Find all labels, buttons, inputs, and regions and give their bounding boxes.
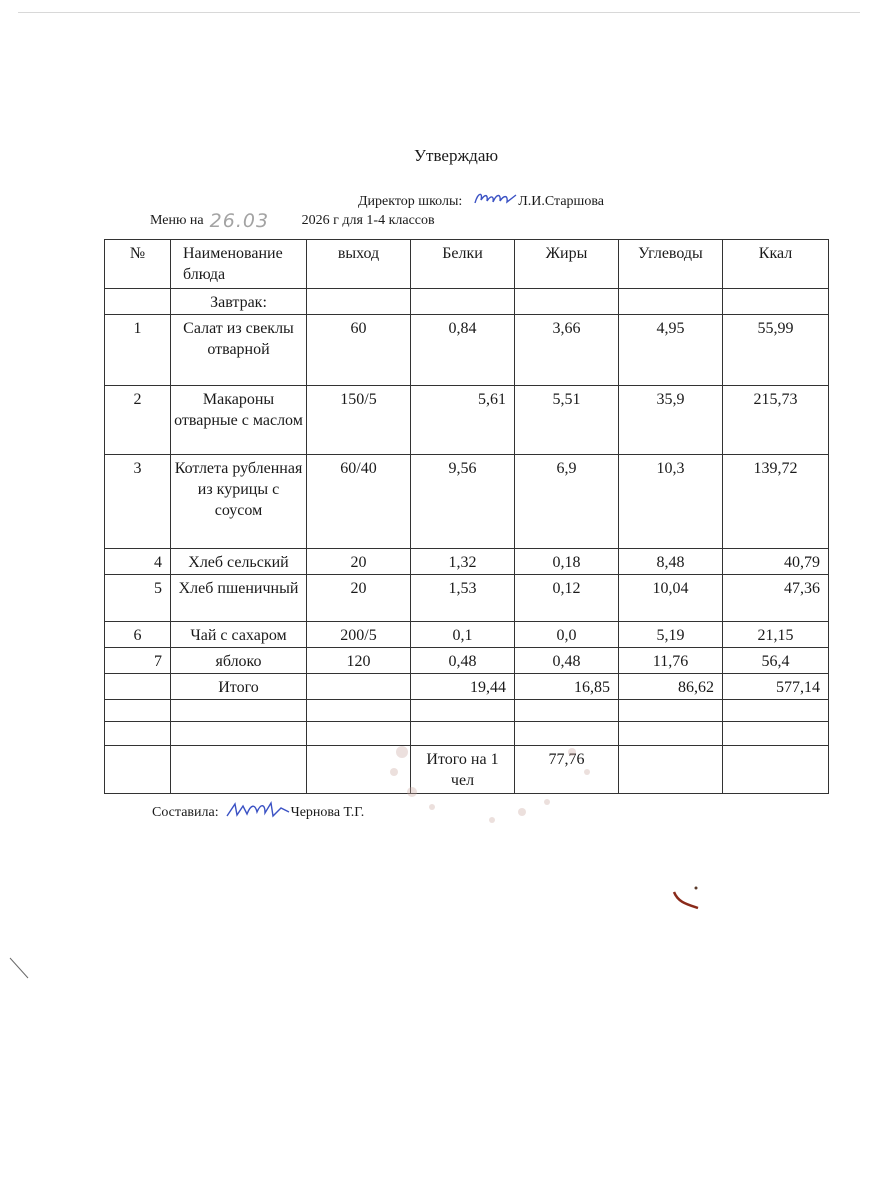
scan-mark-icon: [8, 956, 38, 986]
menu-prefix: Меню на: [150, 213, 204, 228]
menu-date-line: [150, 210, 435, 232]
dish-protein: 1,53: [411, 575, 515, 622]
dish-fat: 0,12: [515, 575, 619, 622]
dish-output: 200/5: [307, 622, 411, 648]
table-row: [105, 575, 829, 622]
red-ink-mark-icon: [668, 882, 704, 912]
table-row: [105, 648, 829, 674]
section-row: [105, 289, 829, 315]
total-row: [105, 674, 829, 700]
header-cell: Ккал: [723, 240, 829, 289]
dish-name: Макароны отварные с маслом: [171, 386, 307, 455]
scan-edge-line: [18, 12, 860, 13]
dish-name: яблоко: [171, 648, 307, 674]
dish-protein: 0,84: [411, 315, 515, 386]
dish-protein: 1,32: [411, 549, 515, 575]
table-row: [105, 549, 829, 575]
menu-date-handwritten: 26.03: [209, 210, 270, 232]
approve-heading: Утверждаю: [414, 146, 499, 165]
header-cell: выход: [307, 240, 411, 289]
director-signature-icon: [472, 190, 518, 208]
row-number: 6: [105, 622, 171, 648]
dish-name: Котлета рубленная из курицы с соусом: [171, 455, 307, 549]
dish-carbs: 8,48: [619, 549, 723, 575]
dish-kcal: 139,72: [723, 455, 829, 549]
row-number: 7: [105, 648, 171, 674]
table-header-row: [105, 240, 829, 289]
dish-kcal: 56,4: [723, 648, 829, 674]
total-fat: 16,85: [515, 674, 619, 700]
dish-protein: 0,48: [411, 648, 515, 674]
table-row: [105, 455, 829, 549]
dish-carbs: 10,3: [619, 455, 723, 549]
dish-fat: 6,9: [515, 455, 619, 549]
dish-carbs: 35,9: [619, 386, 723, 455]
dish-name: Салат из свеклы отварной: [171, 315, 307, 386]
dish-output: 60: [307, 315, 411, 386]
total-label: Итого: [171, 674, 307, 700]
stamp-smudge-icon: [372, 712, 632, 832]
total-carbs: 86,62: [619, 674, 723, 700]
dish-kcal: 40,79: [723, 549, 829, 575]
dish-name: Хлеб сельский: [171, 549, 307, 575]
dish-carbs: 10,04: [619, 575, 723, 622]
dish-protein: 9,56: [411, 455, 515, 549]
table-row: [105, 386, 829, 455]
dish-fat: 5,51: [515, 386, 619, 455]
row-number: 4: [105, 549, 171, 575]
row-number: 2: [105, 386, 171, 455]
director-name: Л.И.Старшова: [518, 194, 604, 209]
dish-output: 150/5: [307, 386, 411, 455]
dish-carbs: 5,19: [619, 622, 723, 648]
compiler-signature-icon: [225, 800, 291, 820]
header-cell: Белки: [411, 240, 515, 289]
dish-output: 20: [307, 575, 411, 622]
row-number: 3: [105, 455, 171, 549]
dish-name: Чай с сахаром: [171, 622, 307, 648]
dish-fat: 0,0: [515, 622, 619, 648]
dish-output: 120: [307, 648, 411, 674]
table-row: [105, 622, 829, 648]
dish-carbs: 4,95: [619, 315, 723, 386]
total-protein: 19,44: [411, 674, 515, 700]
dish-fat: 0,48: [515, 648, 619, 674]
menu-suffix: 2026 г для 1-4 классов: [301, 213, 435, 228]
compiled-name: Чернова Т.Г.: [290, 805, 365, 820]
dish-output: 60/40: [307, 455, 411, 549]
dish-output: 20: [307, 549, 411, 575]
dish-protein: 5,61: [411, 386, 515, 455]
dish-kcal: 215,73: [723, 386, 829, 455]
menu-table: [104, 239, 829, 794]
dish-fat: 3,66: [515, 315, 619, 386]
dish-protein: 0,1: [411, 622, 515, 648]
header-cell: Наименование блюда: [171, 240, 307, 289]
dish-kcal: 47,36: [723, 575, 829, 622]
dish-kcal: 21,15: [723, 622, 829, 648]
section-label: Завтрак:: [171, 289, 307, 315]
row-number: 5: [105, 575, 171, 622]
per-person-label: Итого на 1 чел: [411, 746, 515, 794]
dish-name: Хлеб пшеничный: [171, 575, 307, 622]
dish-kcal: 55,99: [723, 315, 829, 386]
dish-carbs: 11,76: [619, 648, 723, 674]
compiled-label: Составила:: [152, 805, 219, 820]
header-cell: Углеводы: [619, 240, 723, 289]
director-label: Директор школы:: [358, 194, 463, 209]
per-person-value: 77,76: [515, 746, 619, 794]
compiled-line: [152, 800, 364, 821]
dish-fat: 0,18: [515, 549, 619, 575]
table-row: [105, 315, 829, 386]
header-cell: №: [105, 240, 171, 289]
director-line: [358, 190, 604, 210]
header-cell: Жиры: [515, 240, 619, 289]
total-kcal: 577,14: [723, 674, 829, 700]
row-number: 1: [105, 315, 171, 386]
